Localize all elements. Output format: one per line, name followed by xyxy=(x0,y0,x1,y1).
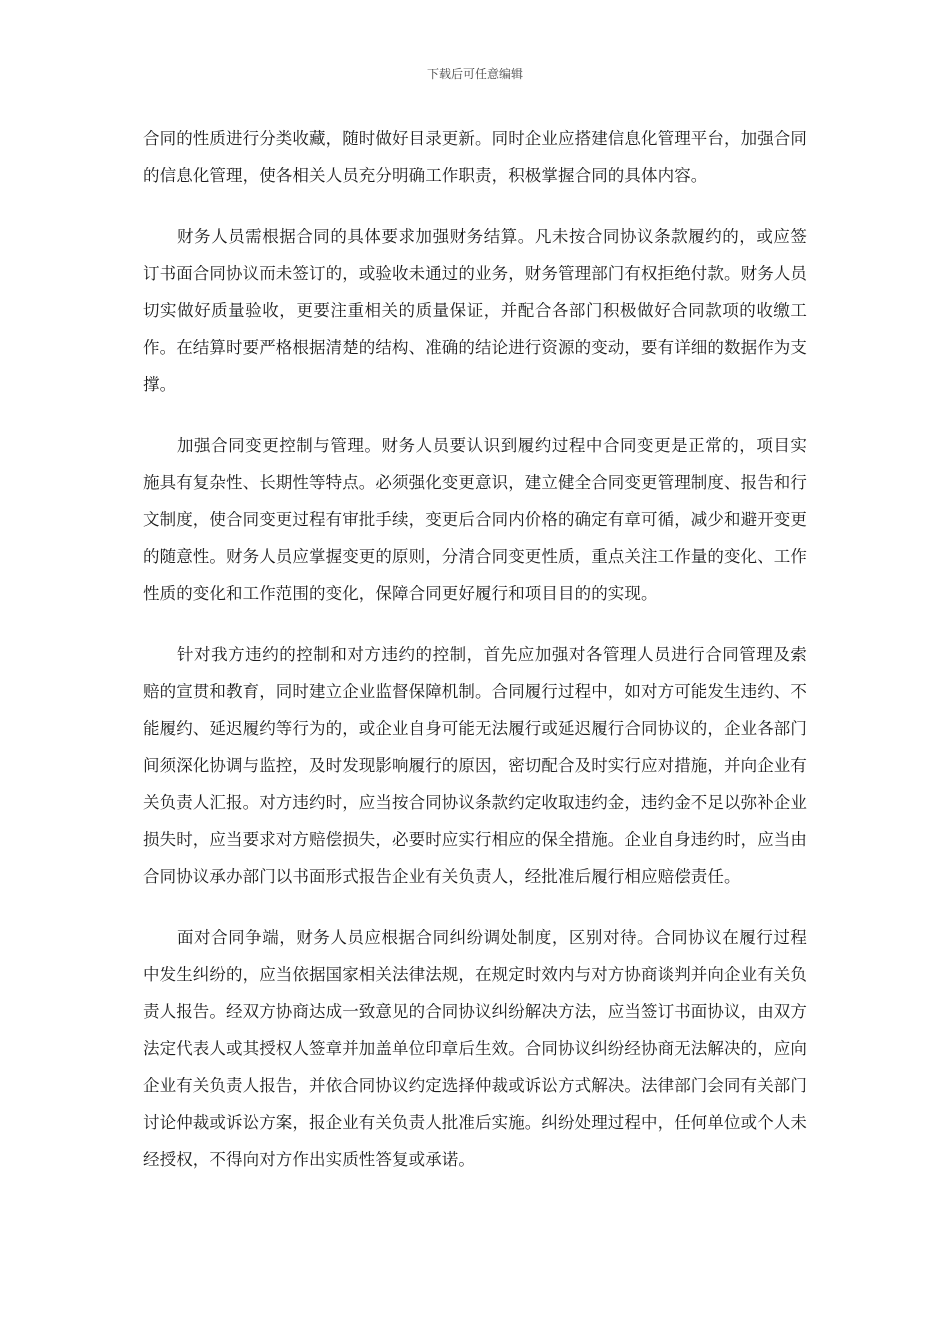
paragraph-continuation: 合同的性质进行分类收藏，随时做好目录更新。同时企业应搭建信息化管理平台，加强合同的信息化管理，使各相关人员充分明确工作职责，积极掌握合同的具体内容。 xyxy=(143,129,807,185)
page-header-note: 下载后可任意编辑 xyxy=(426,67,523,81)
paragraph-change-control: 加强合同变更控制与管理。财务人员要认识到履约过程中合同变更是正常的，项目实施具有复杂性、长期性等特点。必须强化变更意识，建立健全合同变更管理制度、报告和行文制度，使合同变更过程有审批手续，变更后合同内价格的确定有章可循，减少和避开变更的随意性。财务人员应掌握变更的原则，分清合同变更性质，重点关注工作量的变化、工作性质的变化和工作范围的变化，保障合同更好履行和项目目的的实现。 xyxy=(143,436,807,603)
paragraph-breach-control: 针对我方违约的控制和对方违约的控制，首先应加强对各管理人员进行合同管理及索赔的宣贯和教育，同时建立企业监督保障机制。合同履行过程中，如对方可能发生违约、不能履约、延迟履约等行为的，或企业自身可能无法履行或延迟履行合同协议的，企业各部门间须深化协调与监控，及时发现影响履行的原因，密切配合及时实行应对措施，并向企业有关负责人汇报。对方违约时，应当按合同协议条款约定收取违约金，违约金不足以弥补企业损失时，应当要求对方赔偿损失，必要时应实行相应的保全措施。企业自身违约时，应当由合同协议承办部门以书面形式报告企业有关负责人，经批准后履行相应赔偿责任。 xyxy=(143,645,807,886)
document-body xyxy=(143,120,807,1202)
paragraph-dispute-handling: 面对合同争端，财务人员应根据合同纠纷调处制度，区别对待。合同协议在履行过程中发生纠纷的，应当依据国家相关法律法规，在规定时效内与对方协商谈判并向企业有关负责人报告。经双方协商达成一致意见的合同协议纠纷解决方法，应当签订书面协议，由双方法定代表人或其授权人签章并加盖单位印章后生效。合同协议纠纷经协商无法解决的，应向企业有关负责人报告，并依合同协议约定选择仲裁或诉讼方式解决。法律部门会同有关部门讨论仲裁或诉讼方案，报企业有关负责人批准后实施。纠纷处理过程中，任何单位或个人未经授权，不得向对方作出实质性答复或承诺。 xyxy=(143,928,807,1169)
paragraph-financial-settlement: 财务人员需根据合同的具体要求加强财务结算。凡未按合同协议条款履约的，或应签订书面合同协议而未签订的，或验收未通过的业务，财务管理部门有权拒绝付款。财务人员切实做好质量验收，更要注重相关的质量保证，并配合各部门积极做好合同款项的收缴工作。在结算时要严格根据清楚的结构、准确的结论进行资源的变动，要有详细的数据作为支撑。 xyxy=(143,227,807,394)
